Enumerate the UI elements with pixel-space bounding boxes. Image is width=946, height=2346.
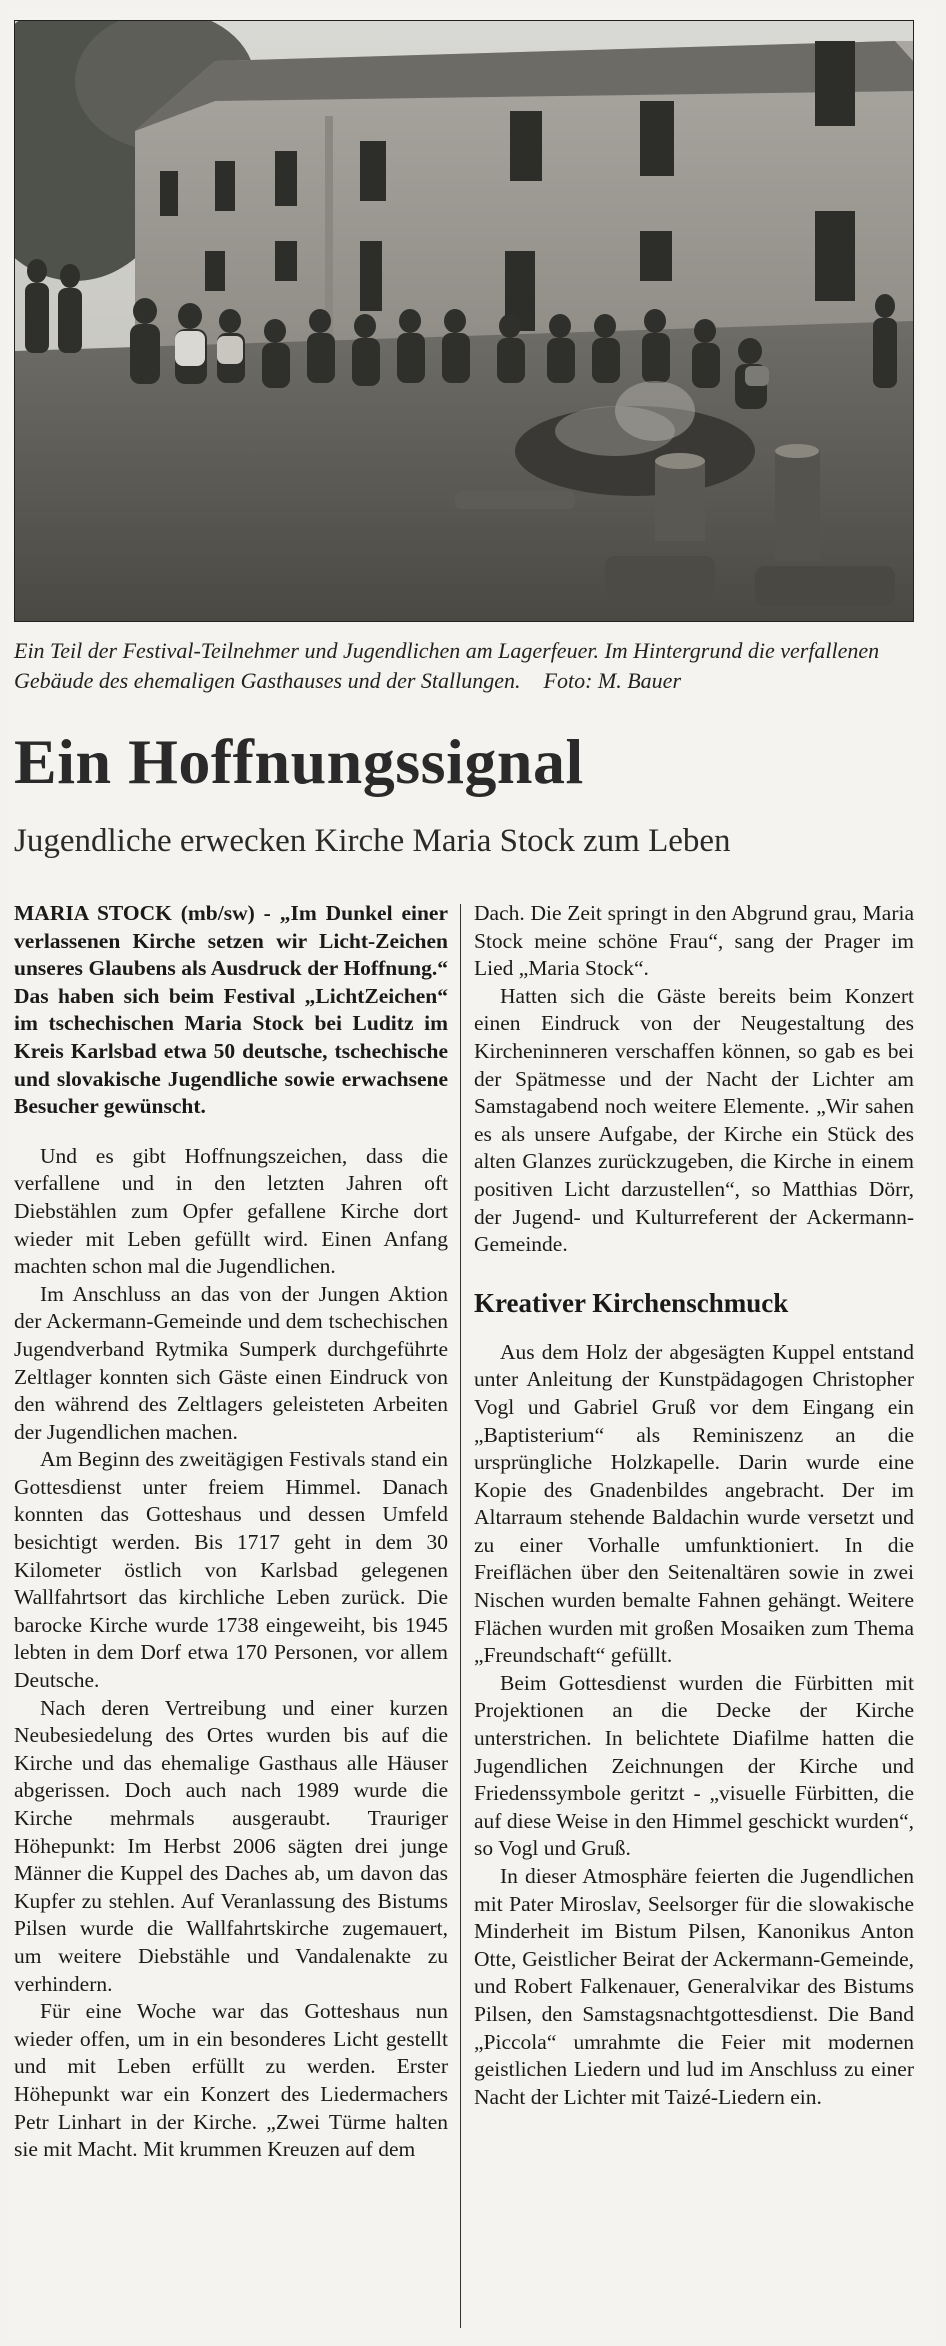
photo-caption bbox=[14, 636, 914, 696]
caption-text: Ein Teil der Festival-Teilnehmer und Jugendlichen am Lagerfeuer. Im Hintergrund die verfallenen Gebäude des ehemaligen Gasthauses und der Stallungen. bbox=[14, 638, 880, 693]
article-column-left bbox=[14, 900, 448, 2164]
section-heading: Kreativer Kirchenschmuck bbox=[474, 1287, 789, 1318]
photo-credit: Foto: M. Bauer bbox=[543, 668, 681, 693]
paragraph: Für eine Woche war das Gotteshaus nun wieder offen, um in ein besonderes Licht gestellt und mit Leben erfüllt zu werden. Erster Höhepunkt war ein Konzert des Liedermachers Petr Linhart in der Kirche. „Zwei Türme halten sie mit Macht. Mit krummen Kreuzen auf dem bbox=[14, 1999, 448, 2162]
article-headline: Ein Hoffnungssignal bbox=[14, 726, 584, 797]
paragraph: Hatten sich die Gäste bereits beim Konzert einen Eindruck von der Neugestaltung des Kircheninneren verschaffen können, so gab es bei der Spätmesse und der Nacht der Lichter am Samstagabend noch weitere Elemente. „Wir sahen es als unsere Aufgabe, der Kirche ein Stück des alten Glanzes zurückzugeben, die Kirche in einem positiven Licht darzustellen“, so Matthias Dörr, der Jugend- und Kulturreferent der Ackermann-Gemeinde. bbox=[474, 983, 914, 1257]
paragraph: Nach deren Vertreibung und einer kurzen Neubesiedelung des Ortes wurden bis auf die Kirche und das ehemalige Gasthaus alle Häuser abgerissen. Doch auch nach 1989 wurde die Kirche mehrmals ausgeraubt. Trauriger Höhepunkt: Im Herbst 2006 sägten drei junge Männer die Kuppel des Daches ab, um davon das Kupfer zu stehlen. Auf Veranlassung des Bistums Pilsen wurde die Wallfahrtskirche zugemauert, um weitere Diebstähle und Vandalenakte zu verhindern. bbox=[14, 1695, 448, 1996]
article-column-right bbox=[474, 900, 914, 2111]
article-photo bbox=[14, 20, 914, 622]
paragraph: Im Anschluss an das von der Jungen Aktion der Ackermann-Gemeinde und dem tschechischen Jugendverband Rytmika Sumperk durchgeführte Zeltlager konnten sich Gäste einen Eindruck von den während des Zeltlagers geleisteten Arbeiten der Jugendlichen machen. bbox=[14, 1281, 448, 1444]
article-subheadline: Jugendliche erwecken Kirche Maria Stock zum Leben bbox=[14, 823, 731, 859]
paragraph: Am Beginn des zweitägigen Festivals stand ein Gottesdienst unter freiem Himmel. Danach konnten das Gotteshaus und dessen Umfeld besichtigt werden. Bis 1717 geht in dem 30 Kilometer östlich von Karlsbad gelegenen Wallfahrtsort das kirchliche Leben zurück. Die barocke Kirche wurde 1738 eingeweiht, bis 1945 lebten in dem Dorf etwa 170 Personen, vor allem Deutsche. bbox=[14, 1447, 448, 1693]
paragraph: Dach. Die Zeit springt in den Abgrund grau, Maria Stock meine schöne Frau“, sang der Prager im Lied „Maria Stock“. bbox=[474, 901, 914, 981]
campfire-photo-illustration bbox=[15, 21, 913, 621]
article-lead bbox=[14, 900, 448, 1121]
lead-text: „Im Dunkel einer verlassenen Kirche setzen wir Licht-Zeichen unseres Glaubens als Ausdruck der Hoffnung.“ Das haben sich beim Festival „LichtZeichen“ im tschechischen Maria Stock bei Luditz im Kreis Karlsbad etwa 50 deutsche, tschechische und slovakische Jugendliche sowie erwachsene Besucher gewünscht. bbox=[14, 901, 448, 1119]
paragraph: Beim Gottesdienst wurden die Fürbitten mit Projektionen an die Decke der Kirche unterstrichen. In belichtete Diafilme hatten die Jugendlichen Zeichnungen der Kirche und Friedenssymbole geritzt - „visuelle Fürbitten, die auf diese Weise in den Himmel geschickt wurden“, so Vogl und Gruß. bbox=[474, 1670, 914, 1861]
paragraph: Aus dem Holz der abgesägten Kuppel entstand unter Anleitung der Kunstpädagogen Christopher Vogl und Gabriel Gruß vor dem Eingang ein „Baptisterium“ als Reminiszenz an die ursprüngliche Holzkapelle. Darin wurde eine Kopie des Gnadenbildes angebracht. Der im Altarraum stehende Baldachin wurde versetzt und zu einer Vorhalle umfunktioniert. In die Freiflächen über den Seitenaltären sowie in zwei Nischen wurden bemalte Fahnen gehängt. Weitere Flächen wurden mit großen Mosaiken zum Thema „Freundschaft“ gefüllt. bbox=[474, 1339, 914, 1668]
paragraph: In dieser Atmosphäre feierten die Jugendlichen mit Pater Miroslav, Seelsorger für die slowakische Minderheit im Bistum Pilsen, Kanonikus Anton Otte, Geistlicher Beirat der Ackermann-Gemeinde, und Robert Falkenauer, Generalvikar des Bistums Pilsen, den Samstagsnachtgottesdienst. Die Band „Piccola“ umrahmte die Feier mit modernen geistlichen Liedern und lud im Anschluss zu einer Nacht der Lichter mit Taizé-Liedern ein. bbox=[474, 1864, 914, 2109]
dateline: MARIA STOCK (mb/sw) - bbox=[14, 901, 271, 925]
paragraph: Und es gibt Hoffnungszeichen, dass die verfallene und in den letzten Jahren oft Diebstählen zum Opfer gefallene Kirche dort wieder mit Leben gefüllt wird. Einen Anfang machten schon mal die Jugendlichen. bbox=[14, 1143, 448, 1279]
column-divider bbox=[460, 904, 461, 2328]
